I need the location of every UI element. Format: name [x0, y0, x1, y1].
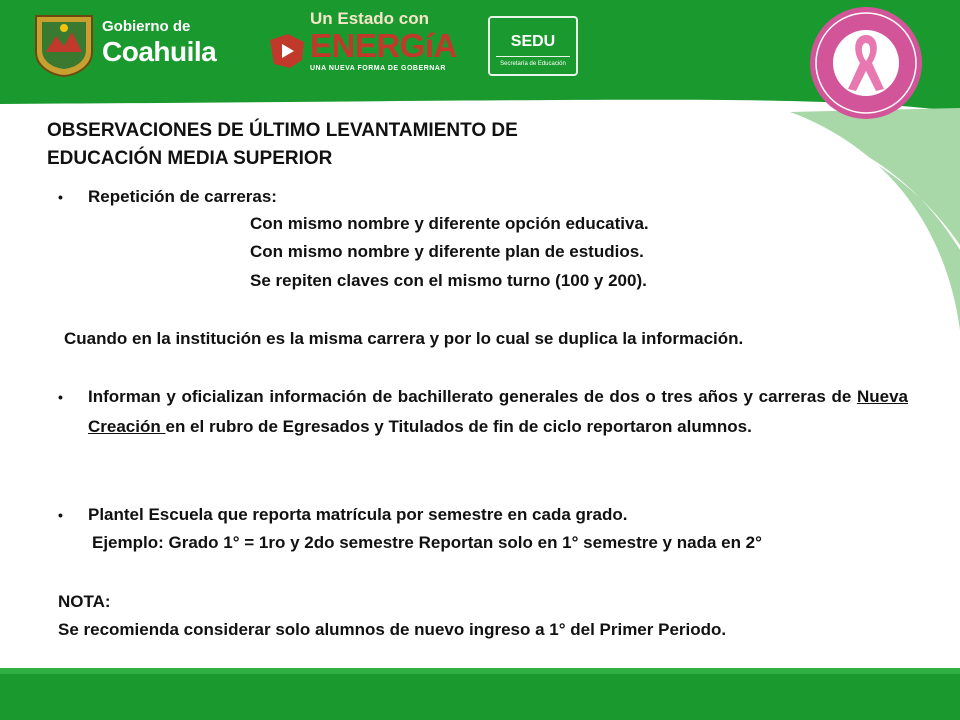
repeticion-sub-1: Con mismo nombre y diferente opción educativa. [250, 214, 649, 233]
energia-line2: ENERGíA [310, 27, 457, 64]
energia-line1: Un Estado con [310, 9, 430, 28]
repeticion-sub-3: Se repiten claves con el mismo turno (100 y 200). [250, 271, 647, 290]
nota-text: Se recomienda considerar solo alumnos de nuevo ingreso a 1° del Primer Periodo. [58, 620, 727, 639]
sedu-subtitle: Secretaría de Educación [500, 61, 566, 67]
bullet-icon: • [58, 189, 63, 205]
informan-text-2: en el rubro de Egresados y Titulados de fin de ciclo reportaron alumnos. [165, 417, 752, 436]
ejemplo-text: Ejemplo: Grado 1° = 1ro y 2do semestre Reportan solo en 1° semestre y nada en 2° [92, 533, 762, 552]
gobierno-line2: Coahuila [102, 36, 217, 67]
repeticion-sub-2: Con mismo nombre y diferente plan de estudios. [250, 242, 644, 261]
informan-paragraph [88, 382, 908, 442]
nota-label: NOTA: [58, 592, 111, 611]
informan-text-1: Informan y oficializan información de bachillerato generales de dos o tres años y carreras de [88, 387, 857, 406]
page-title [47, 117, 518, 173]
bullet-icon: • [58, 389, 63, 405]
energia-line3: UNA NUEVA FORMA DE GOBERNAR [310, 65, 446, 72]
page-title-line1: OBSERVACIONES DE ÚLTIMO LEVANTAMIENTO DE [47, 120, 518, 141]
gobierno-line1: Gobierno de [102, 18, 191, 35]
sedu-name: SEDU [510, 33, 556, 50]
plantel-text: Plantel Escuela que reporta matrícula por semestre en cada grado. [88, 505, 628, 524]
repeticion-heading: Repetición de carreras: [88, 187, 277, 206]
nueva-creacion-text: Nueva Creación [88, 387, 908, 436]
bullet-icon: • [58, 507, 63, 523]
page-title-line2: EDUCACIÓN MEDIA SUPERIOR [47, 148, 333, 169]
duplica-note: Cuando en la institución es la misma carrera y por lo cual se duplica la información. [64, 329, 744, 348]
